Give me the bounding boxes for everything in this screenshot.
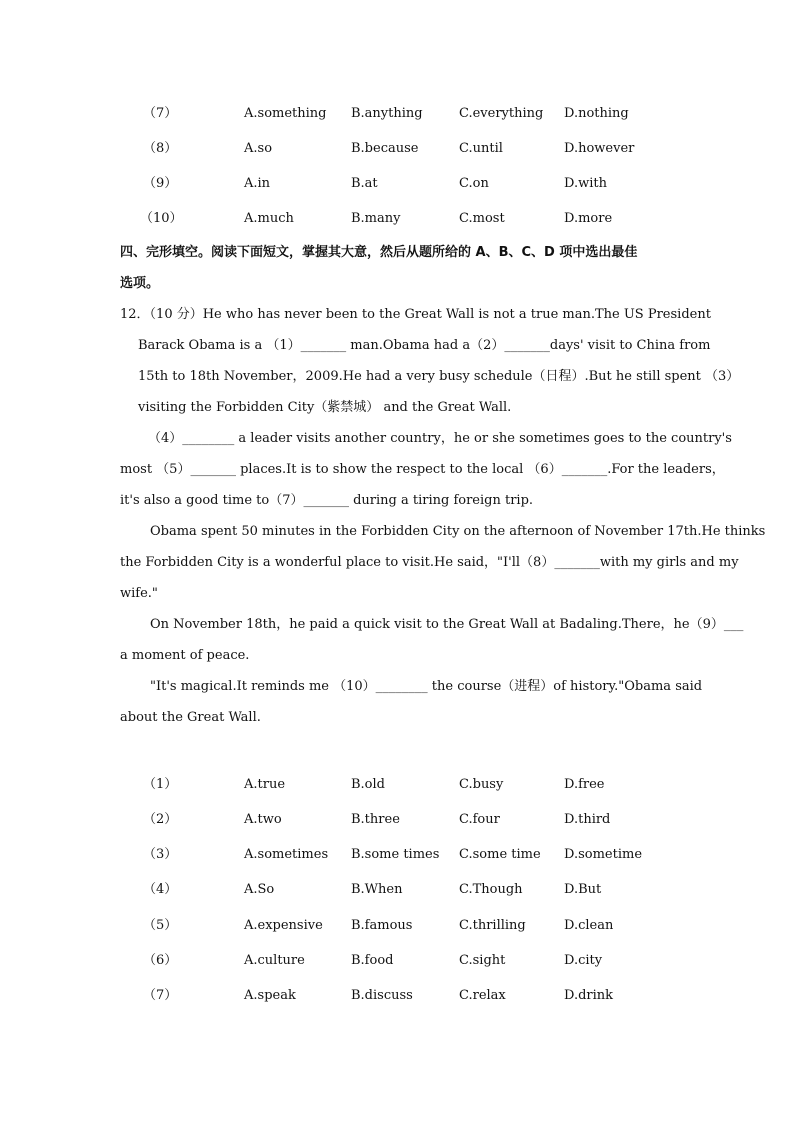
option-a: A.expensive	[244, 918, 323, 933]
option-row	[0, 137, 794, 161]
option-c: C.thrilling	[459, 918, 526, 933]
option-b: B.famous	[351, 918, 413, 933]
option-b: B.at	[351, 176, 378, 191]
option-a: A.So	[244, 882, 275, 897]
option-a: A.much	[244, 211, 294, 226]
passage-line: the Forbidden City is a wonderful place to visit.He said，"I'll（8）_______with my girls and my	[120, 555, 739, 570]
question-number: （6）	[143, 953, 178, 968]
option-row	[0, 878, 794, 902]
passage-line: "It's magical.It reminds me （10）________ the course（进程）of history."Obama said	[150, 679, 703, 694]
option-row	[0, 984, 794, 1008]
option-a: A.in	[244, 176, 271, 191]
question-number: （5）	[143, 918, 178, 933]
option-b: B.food	[351, 953, 394, 968]
passage-line: about the Great Wall.	[120, 710, 261, 725]
option-d: D.sometime	[564, 847, 643, 862]
passage-line: visiting the Forbidden City（紫禁城） and the Great Wall.	[138, 400, 512, 415]
option-a: A.speak	[244, 988, 296, 1003]
option-a: A.culture	[244, 953, 305, 968]
option-c: C.some time	[459, 847, 541, 862]
question-number: （7）	[143, 106, 178, 121]
option-d: D.drink	[564, 988, 614, 1003]
option-c: C.sight	[459, 953, 506, 968]
option-d: D.free	[564, 777, 605, 792]
option-row	[0, 207, 794, 231]
option-c: C.four	[459, 812, 500, 827]
passage-line: On November 18th，he paid a quick visit to the Great Wall at Badaling.There，he（9）___	[150, 617, 744, 632]
question-number: （9）	[143, 176, 178, 191]
option-d: D.third	[564, 812, 611, 827]
question-number: （7）	[143, 988, 178, 1003]
option-a: A.two	[244, 812, 282, 827]
option-b: B.old	[351, 777, 385, 792]
passage-line: most （5）_______ places.It is to show the respect to the local （6）_______.For the leaders，	[120, 462, 725, 477]
option-d: D.clean	[564, 918, 614, 933]
question-number: （1）	[143, 777, 178, 792]
passage-line: 15th to 18th November，2009.He had a very busy schedule（日程）.But he still spent （3）	[138, 369, 740, 384]
section-heading	[120, 237, 680, 299]
passage-line: 12．（10 分）He who has never been to the Great Wall is not a true man.The US President	[120, 307, 711, 322]
question-number: （2）	[143, 812, 178, 827]
option-c: C.on	[459, 176, 489, 191]
option-a: A.so	[244, 141, 273, 156]
section-heading-line: 四、完形填空。阅读下面短文，掌握其大意，然后从题所给的 A、B、C、D 项中选出最佳	[120, 245, 638, 260]
option-d: D.with	[564, 176, 607, 191]
passage-line: （4）________ a leader visits another country，he or she sometimes goes to the country's	[148, 431, 732, 446]
option-d: D.city	[564, 953, 603, 968]
option-c: C.relax	[459, 988, 506, 1003]
option-b: B.some times	[351, 847, 440, 862]
option-a: A.something	[244, 106, 327, 121]
option-a: A.sometimes	[244, 847, 329, 862]
option-d: D.more	[564, 211, 613, 226]
option-c: C.busy	[459, 777, 504, 792]
option-d: D.nothing	[564, 106, 629, 121]
option-row	[0, 172, 794, 196]
option-b: B.many	[351, 211, 401, 226]
passage-line: it's also a good time to（7）_______ during a tiring foreign trip.	[120, 493, 534, 508]
option-c: C.until	[459, 141, 503, 156]
option-b: B.discuss	[351, 988, 413, 1003]
question-number: （8）	[143, 141, 178, 156]
cloze-passage	[120, 299, 766, 733]
option-row	[0, 843, 794, 867]
passage-line: wife."	[120, 586, 158, 601]
option-row	[0, 914, 794, 938]
passage-line: a moment of peace.	[120, 648, 250, 663]
option-d: D.But	[564, 882, 602, 897]
option-b: B.anything	[351, 106, 423, 121]
option-row	[0, 808, 794, 832]
option-c: C.Though	[459, 882, 523, 897]
option-b: B.because	[351, 141, 419, 156]
option-row	[0, 773, 794, 797]
option-c: C.most	[459, 211, 505, 226]
section-heading-line: 选项。	[120, 276, 160, 291]
option-b: B.When	[351, 882, 403, 897]
option-c: C.everything	[459, 106, 544, 121]
option-row	[0, 102, 794, 126]
option-a: A.true	[244, 777, 286, 792]
option-b: B.three	[351, 812, 400, 827]
option-row	[0, 949, 794, 973]
question-number: （3）	[143, 847, 178, 862]
question-number: （4）	[143, 882, 178, 897]
passage-line: Obama spent 50 minutes in the Forbidden City on the afternoon of November 17th.He thinks	[150, 524, 766, 539]
option-d: D.however	[564, 141, 635, 156]
question-number: （10）	[140, 211, 183, 226]
passage-line: Barack Obama is a （1）_______ man.Obama had a（2）_______days' visit to China from	[138, 338, 711, 353]
